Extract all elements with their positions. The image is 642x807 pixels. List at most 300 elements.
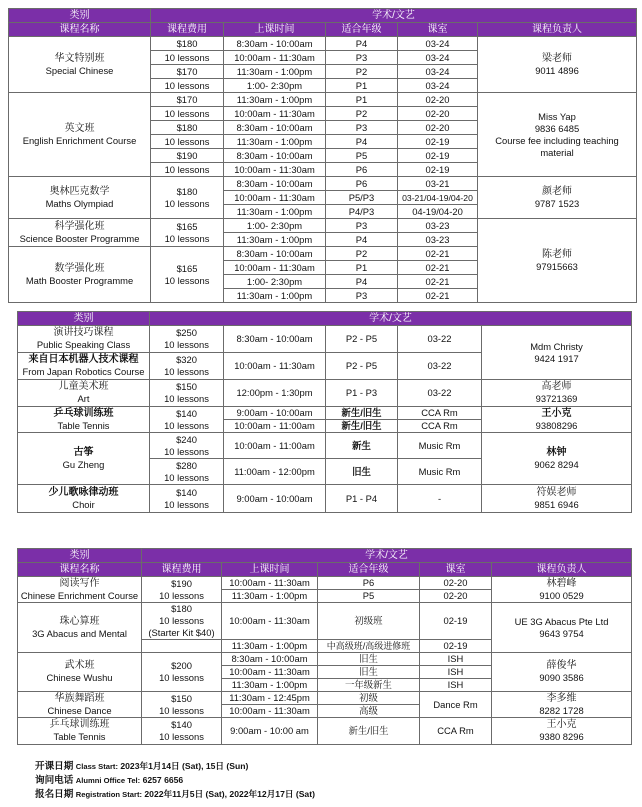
fee-lessons: 10 lessons (159, 615, 204, 626)
time-cell: 10:00am - 11:00am (224, 420, 326, 433)
time-cell: 11:30am - 1:00pm (222, 679, 318, 692)
grade-cell: 新生/旧生 (326, 407, 398, 420)
course-name-en: 3G Abacus and Mental (32, 627, 127, 639)
table-row (9, 177, 637, 191)
teacher-phone: 9100 0529 (539, 589, 584, 601)
fee-amount: $250 (176, 327, 197, 338)
course-name-cell (18, 577, 142, 603)
room-cell: CCA Rm (398, 407, 482, 420)
room-cell: 02-20 (398, 107, 478, 121)
grade-cell: 新生 (326, 433, 398, 459)
header-class-time: 上课时间 (222, 563, 318, 577)
teacher-name: 林钟 (546, 446, 567, 458)
header-course-name: 课程名称 (18, 563, 142, 577)
teacher-phone: 97915663 (536, 260, 578, 272)
grade-cell: P1 (326, 79, 398, 93)
teacher-phone: 9062 8294 (534, 458, 579, 470)
fee-lessons: 10 lessons (164, 274, 210, 286)
fee-lessons: 10 lessons (164, 366, 209, 377)
fee-lessons: 10 lessons (159, 731, 204, 742)
header-academic-arts: 学术/文艺 (150, 312, 632, 326)
time-cell: 11:30am - 1:00pm (224, 65, 326, 79)
course-name-zh: 武术班 (64, 660, 95, 671)
fee-cell (151, 219, 224, 247)
grade-cell: 新生/旧生 (326, 420, 398, 433)
grade-cell: P4 (326, 135, 398, 149)
course-name-en: Math Booster Programme (25, 274, 134, 286)
course-name-en: Table Tennis (53, 731, 106, 742)
teacher-name: 林碧峰 (546, 577, 577, 589)
grade-cell: P1 - P4 (326, 485, 398, 513)
teacher-cell (492, 653, 632, 692)
time-cell: 8:30am - 10:00am (222, 653, 318, 666)
teacher-cell (492, 692, 632, 718)
footer-class-start-en: Class Start: (75, 762, 118, 771)
room-cell: - (398, 485, 482, 513)
course-name-en: Gu Zheng (62, 458, 105, 470)
header-row-category (18, 549, 632, 563)
header-room: 课室 (420, 563, 492, 577)
grade-cell: P1 - P3 (326, 380, 398, 407)
course-name-cell (18, 353, 150, 380)
course-name-zh: 来自日本机器人技术课程 (28, 354, 139, 365)
time-cell: 11:30am - 1:00pm (224, 135, 326, 149)
teacher-name: 王小克 (541, 407, 572, 419)
room-cell: Music Rm (398, 459, 482, 485)
course-name-cell (9, 219, 151, 247)
course-name-cell (18, 692, 142, 718)
room-cell: 03-23 (398, 219, 478, 233)
teacher-name: 梁老师 (542, 52, 573, 64)
header-course-fee: 课程费用 (142, 563, 222, 577)
room-cell: ISH (420, 653, 492, 666)
grade-cell: 初级 (318, 692, 420, 705)
time-cell: 11:30am - 1:00pm (224, 233, 326, 247)
course-name-cell (18, 433, 150, 485)
room-cell: 02-21 (398, 247, 478, 261)
grade-cell: P6 (326, 163, 398, 177)
footer-enquiry-tel-zh: 询问电话 (35, 775, 74, 786)
header-grade: 适合年级 (318, 563, 420, 577)
lessons-cell: 10 lessons (151, 79, 224, 93)
fee-cell: $180 (151, 37, 224, 51)
time-cell: 9:00am - 10:00am (224, 485, 326, 513)
time-cell: 11:30am - 1:00pm (222, 640, 318, 653)
teacher-phone: 93721369 (535, 393, 578, 404)
teacher-cell (492, 577, 632, 603)
time-cell: 1:00- 2:30pm (224, 79, 326, 93)
course-name-en: Chinese Enrichment Course (20, 589, 139, 601)
table-row (18, 718, 632, 745)
course-name-en: Special Chinese (45, 64, 114, 76)
time-cell: 8:30am - 10:00am (224, 326, 326, 353)
lessons-cell: 10 lessons (151, 107, 224, 121)
fee-cell (150, 380, 224, 407)
room-cell: 02-20 (398, 121, 478, 135)
grade-cell: P2 (326, 247, 398, 261)
course-name-zh: 奥林匹克数学 (49, 185, 110, 197)
fee-cell: $180 (151, 121, 224, 135)
table-row (18, 577, 632, 590)
teacher-cell (478, 93, 637, 177)
room-cell: 02-19 (398, 163, 478, 177)
teacher-phone: 9851 6946 (534, 498, 579, 510)
fee-amount: $140 (171, 719, 192, 730)
course-name-cell (18, 718, 142, 745)
teacher-cell (482, 380, 632, 407)
fee-lessons: 10 lessons (159, 672, 204, 683)
fee-cell (142, 718, 222, 745)
fee-starter-kit: (Starter Kit $40) (148, 627, 215, 638)
fee-cell: $190 (151, 149, 224, 163)
grade-cell: P4 (326, 233, 398, 247)
room-cell: 04-19/04-20 (398, 205, 478, 219)
course-name-cell (18, 603, 142, 653)
room-cell: 02-19 (398, 135, 478, 149)
time-cell: 10:00am - 11:30am (224, 107, 326, 121)
time-cell: 10:00am - 11:30am (224, 51, 326, 65)
fee-cell (142, 692, 222, 718)
grade-cell: P5 (318, 590, 420, 603)
fee-lessons: 10 lessons (164, 419, 209, 431)
teacher-cell (478, 219, 637, 303)
time-cell: 11:30am - 1:00pm (222, 590, 318, 603)
course-name-en: Choir (72, 498, 95, 510)
lessons-cell: 10 lessons (151, 51, 224, 65)
time-cell: 8:30am - 10:00am (224, 121, 326, 135)
fee-lessons: 10 lessons (164, 339, 209, 350)
room-cell: Music Rm (398, 433, 482, 459)
course-name-zh: 乒乓球训练班 (53, 407, 114, 419)
time-cell: 10:00am - 11:30am (224, 191, 326, 205)
grade-cell: 高级 (318, 705, 420, 718)
teacher-cell (478, 37, 637, 93)
course-name-zh: 阅读写作 (59, 577, 100, 589)
course-name-en: Public Speaking Class (36, 339, 131, 350)
time-cell: 10:00am - 11:30am (224, 163, 326, 177)
header-row-columns (9, 23, 637, 37)
teacher-phone: 9424 1917 (534, 352, 579, 364)
grade-cell: P2 - P5 (326, 353, 398, 380)
grade-cell: P6 (326, 177, 398, 191)
room-cell: 03-21/04-19/04-20 (398, 191, 478, 205)
table-row (9, 219, 637, 233)
fee-amount: $150 (176, 381, 197, 392)
fee-cell (142, 577, 222, 603)
footer-registration-start (35, 789, 315, 800)
grade-cell: P5 (326, 149, 398, 163)
course-name-cell (18, 653, 142, 692)
time-cell: 10:00am - 11:30am (224, 261, 326, 275)
fee-amount: $200 (171, 660, 192, 671)
grade-cell: P5/P3 (326, 191, 398, 205)
fee-amount: $150 (171, 692, 192, 704)
teacher-cell (482, 407, 632, 433)
grade-cell: P4 (326, 275, 398, 289)
room-cell: CCA Rm (398, 420, 482, 433)
teacher-cell (492, 718, 632, 745)
time-cell: 8:30am - 10:00am (224, 149, 326, 163)
time-cell: 11:30am - 1:00pm (224, 205, 326, 219)
room-cell: 02-20 (420, 590, 492, 603)
room-cell: 03-22 (398, 326, 482, 353)
room-cell: ISH (420, 679, 492, 692)
teacher-cell (482, 433, 632, 485)
teacher-cell (482, 485, 632, 513)
course-name-cell (18, 326, 150, 353)
room-cell: 02-19 (398, 149, 478, 163)
teacher-note: Course fee including teaching material (495, 134, 619, 158)
grade-cell: P4 (326, 37, 398, 51)
grade-cell: P3 (326, 51, 398, 65)
grade-cell: 中高级班/高级进修班 (318, 640, 420, 653)
course-name-zh: 乒乓球训练班 (49, 719, 110, 730)
header-class-time: 上课时间 (224, 23, 326, 37)
table-row (9, 37, 637, 51)
fee-cell (150, 485, 224, 513)
room-cell: 02-21 (398, 289, 478, 303)
lessons-cell: 10 lessons (151, 135, 224, 149)
fee-lessons: 10 lessons (164, 471, 209, 483)
fee-cell (151, 247, 224, 303)
fee-amount: $165 (176, 262, 198, 274)
teacher-name: 颜老师 (542, 185, 573, 197)
grade-cell: P1 (326, 93, 398, 107)
footer-registration-zh: 报名日期 (35, 789, 74, 800)
grade-cell: P1 (326, 261, 398, 275)
header-course-name: 课程名称 (9, 23, 151, 37)
fee-lessons: 10 lessons (164, 232, 210, 244)
header-course-fee: 课程费用 (151, 23, 224, 37)
time-cell: 8:30am - 10:00am (224, 37, 326, 51)
fee-amount: $190 (171, 577, 192, 589)
time-cell: 10:00am - 11:30am (224, 353, 326, 380)
course-name-zh: 数学强化班 (54, 262, 105, 274)
table-row (18, 380, 632, 407)
time-cell: 8:30am - 10:00am (224, 177, 326, 191)
fee-amount: $240 (176, 433, 197, 445)
teacher-phone: 9380 8296 (539, 731, 584, 742)
course-name-cell (9, 177, 151, 219)
fee-cell: $170 (151, 93, 224, 107)
time-cell: 8:30am - 10:00am (224, 247, 326, 261)
table-row (18, 407, 632, 420)
room-cell: ISH (420, 666, 492, 679)
grade-cell: 旧生 (318, 653, 420, 666)
course-name-en: From Japan Robotics Course (22, 366, 145, 377)
header-grade: 适合年级 (326, 23, 398, 37)
course-name-cell (9, 37, 151, 93)
room-cell: 03-24 (398, 51, 478, 65)
header-academic-arts: 学术/文艺 (142, 549, 632, 563)
teacher-name: 符娱老师 (536, 486, 577, 498)
course-name-cell (9, 247, 151, 303)
header-category: 类别 (9, 9, 151, 23)
course-name-en: Chinese Wushu (46, 672, 113, 683)
fee-amount: $180 (171, 603, 192, 614)
course-name-zh: 儿童美术班 (58, 381, 109, 392)
header-row-category (9, 9, 637, 23)
grade-cell: 新生/旧生 (318, 718, 420, 745)
course-name-cell (18, 485, 150, 513)
grade-cell: 旧生 (318, 666, 420, 679)
time-cell: 11:00am - 12:00pm (224, 459, 326, 485)
room-cell: 03-24 (398, 79, 478, 93)
room-cell: 03-23 (398, 233, 478, 247)
time-cell: 10:00am - 11:30am (222, 577, 318, 590)
course-name-zh: 少儿歌咏律动班 (48, 486, 119, 498)
schedule-table-1 (8, 8, 637, 303)
fee-amount: $140 (176, 407, 197, 419)
teacher-name: 陈老师 (542, 248, 573, 260)
fee-lessons: 10 lessons (164, 393, 209, 404)
time-cell: 10:00am - 11:30am (222, 666, 318, 679)
teacher-name: Miss Yap (538, 110, 576, 122)
footer-registration-value: 2022年11月5日 (Sat), 2022年12月17日 (Sat) (144, 789, 315, 799)
footer-class-start-zh: 开课日期 (35, 761, 74, 772)
room-cell: 02-19 (420, 640, 492, 653)
time-cell: 11:30am - 1:00pm (224, 93, 326, 107)
footer-enquiry-tel-en: Alumni Office Tel: (75, 776, 141, 785)
table-row (18, 603, 632, 640)
fee-cell: $170 (151, 65, 224, 79)
course-name-zh: 科学强化班 (54, 220, 105, 232)
grade-cell: P3 (326, 121, 398, 135)
lessons-cell: 10 lessons (151, 163, 224, 177)
room-cell: 02-20 (420, 577, 492, 590)
teacher-name: Mdm Christy (530, 340, 583, 352)
teacher-name: UE 3G Abacus Pte Ltd (514, 615, 609, 627)
fee-lessons: 10 lessons (164, 445, 209, 457)
footer-enquiry-tel-value: 6257 6656 (142, 775, 184, 785)
grade-cell: P3 (326, 289, 398, 303)
fee-amount: $180 (176, 185, 198, 197)
course-name-cell (18, 407, 150, 433)
fee-lessons: 10 lessons (164, 498, 209, 510)
fee-lessons: 10 lessons (164, 197, 210, 209)
table-row (18, 433, 632, 459)
time-cell: 1:00- 2:30pm (224, 275, 326, 289)
grade-cell: P4/P3 (326, 205, 398, 219)
fee-cell (151, 177, 224, 219)
course-name-zh: 演讲技巧课程 (53, 327, 114, 338)
course-name-en: Art (77, 393, 90, 404)
teacher-name: 薛俊华 (546, 660, 577, 671)
time-cell: 10:00am - 11:30am (222, 705, 318, 718)
time-cell: 10:00am - 11:30am (222, 603, 318, 640)
fee-cell (150, 433, 224, 459)
room-cell: 03-21 (398, 177, 478, 191)
teacher-cell (492, 603, 632, 653)
grade-cell: P2 - P5 (326, 326, 398, 353)
table-row (18, 692, 632, 705)
schedule-table-2 (17, 311, 632, 513)
room-cell: 03-24 (398, 37, 478, 51)
fee-cell (150, 459, 224, 485)
room-cell: Dance Rm (420, 692, 492, 718)
fee-amount: $165 (176, 220, 198, 232)
teacher-phone: 93808296 (535, 419, 578, 431)
room-cell: 02-21 (398, 275, 478, 289)
course-name-en: Table Tennis (57, 419, 110, 431)
fee-amount: $140 (176, 486, 197, 498)
teacher-phone: 9090 3586 (539, 672, 584, 683)
schedule-table-3 (17, 548, 632, 745)
grade-cell: P2 (326, 107, 398, 121)
teacher-phone: 9787 1523 (534, 197, 580, 209)
header-category: 类别 (18, 312, 150, 326)
course-name-zh: 华族舞蹈班 (54, 692, 105, 704)
teacher-phone: 9011 4896 (535, 64, 579, 76)
room-cell: 02-19 (420, 603, 492, 640)
fee-lessons: 10 lessons (159, 589, 204, 601)
room-cell: 03-24 (398, 65, 478, 79)
time-cell: 11:30am - 1:00pm (224, 289, 326, 303)
teacher-cell (478, 177, 637, 219)
course-name-zh: 华文特别班 (54, 52, 105, 64)
course-name-zh: 古筝 (73, 446, 94, 458)
footer-class-start (35, 761, 248, 772)
fee-cell (142, 603, 222, 640)
course-name-cell (9, 93, 151, 177)
time-cell: 9:00am - 10:00am (224, 407, 326, 420)
room-cell: CCA Rm (420, 718, 492, 745)
time-cell: 1:00- 2:30pm (224, 219, 326, 233)
fee-cell-empty (142, 640, 222, 653)
teacher-phone: 9643 9754 (539, 627, 584, 639)
grade-cell: P3 (326, 219, 398, 233)
fee-amount: $320 (176, 354, 197, 365)
table-row (18, 485, 632, 513)
course-name-en: Science Booster Programme (19, 232, 140, 244)
teacher-phone: 9836 6485 (534, 122, 580, 134)
fee-amount: $280 (176, 459, 197, 471)
time-cell: 11:30am - 12:45pm (222, 692, 318, 705)
time-cell: 10:00am - 11:00am (224, 433, 326, 459)
room-cell: 02-20 (398, 93, 478, 107)
header-row-category (18, 312, 632, 326)
time-cell: 9:00am - 10:00 am (222, 718, 318, 745)
grade-cell: 旧生 (326, 459, 398, 485)
fee-lessons: 10 lessons (159, 704, 204, 716)
room-cell: 03-22 (398, 380, 482, 407)
footer-enquiry-tel (35, 775, 183, 786)
table-row (18, 653, 632, 666)
course-name-cell (18, 380, 150, 407)
header-academic-arts: 学术/文艺 (151, 9, 637, 23)
time-cell: 12:00pm - 1:30pm (224, 380, 326, 407)
course-name-en: Maths Olympiad (45, 197, 114, 209)
footer-class-start-value: 2023年1月14日 (Sat), 15日 (Sun) (120, 761, 249, 771)
header-room: 课室 (398, 23, 478, 37)
grade-cell: 一年级新生 (318, 679, 420, 692)
fee-cell (150, 326, 224, 353)
header-category: 类别 (18, 549, 142, 563)
grade-cell: P2 (326, 65, 398, 79)
course-name-en: English Enrichment Course (22, 134, 137, 146)
teacher-name: 高老师 (541, 381, 572, 392)
footer-registration-en: Registration Start: (75, 790, 143, 799)
room-cell: 02-21 (398, 261, 478, 275)
course-name-en: Chinese Dance (47, 704, 112, 716)
header-teacher: 课程负责人 (478, 23, 637, 37)
header-row-columns (18, 563, 632, 577)
course-name-zh: 珠心算班 (59, 615, 100, 627)
teacher-phone: 8282 1728 (539, 704, 584, 716)
room-cell: 03-22 (398, 353, 482, 380)
fee-cell (150, 407, 224, 433)
teacher-name: 李多维 (546, 692, 577, 704)
